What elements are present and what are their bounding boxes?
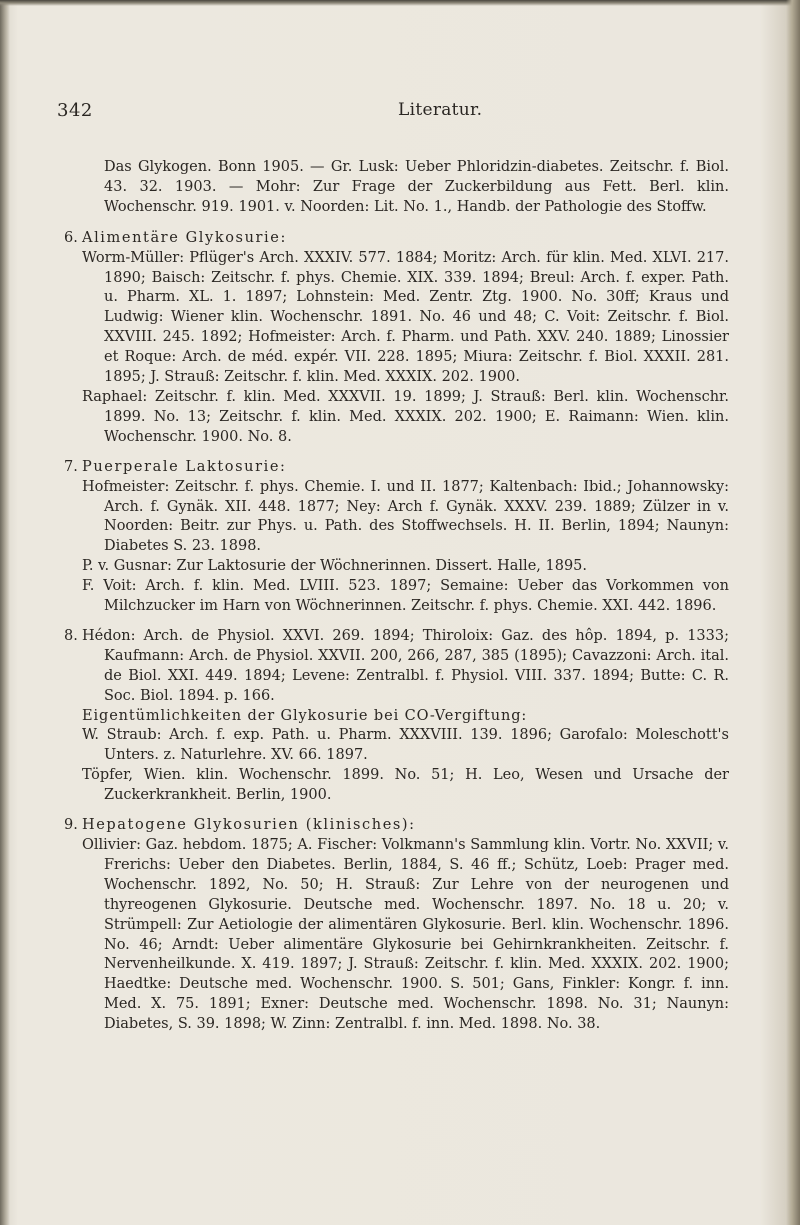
section-title: Puerperale Laktosurie: [82,458,287,475]
page-number: 342 [57,100,93,121]
reference-entry: F. Voit: Arch. f. klin. Med. LVIII. 523. 1897; Semaine: Ueber das Vorkommen von Milchzucker im Harn von Wöchnerinnen. Zeitschr. f. phys. Chemie. XXI. 442. 1896. [82,578,729,615]
section-heading [64,458,729,478]
section-heading [64,816,729,836]
section-6 [64,229,729,448]
section-title: Hepatogene Glykosurien (klinisches): [82,817,416,834]
page-header [0,100,800,124]
reference-entry: Hofmeister: Zeitschr. f. phys. Chemie. I. und II. 1877; Kaltenbach: Ibid.; Johannowsky: Arch. f. Gynäk. XII. 448. 1877; Ney: Arch f. Gynäk. XXXV. 239. 1889; Zülzer in v. Noorden: Beitr. zur Phys. u. Path. des Stoffwechsels. H. II. Berlin, 1894; Naunyn: Diabetes S. 23. 1898. [82,478,729,555]
reference-entry: Ollivier: Gaz. hebdom. 1875; A. Fischer: Volkmann's Sammlung klin. Vortr. No. XXVII; v. Frerichs: Ueber den Diabetes. Berlin, 1884, S. 46 ff.; Schütz, Loeb: Prager med. Wochenschr. 1892, No. 50; H. Strauß: Zur Lehre von der neurogenen und thyreogenen Glykosurie. Deutsche med. Wochenschr. 1897. No. 18 u. 20; v. Strümpell: Zur Aetiologie der alimentären Glykosurie. Berl. klin. Wochenschr. 1896. No. 46; Arndt: Ueber alimentäre Glykosurie bei Gehirnkrankheiten. Zeitschr. f. Nervenheilkunde. X. 419. 1897; J. Strauß: Zeitschr. f. klin. Med. XXXIX. 202. 1900; Haedtke: Deutsche med. Wochenschr. 1900. S. 501; Gans, Finkler: Kongr. f. inn. Med. X. 75. 1891; Exner: Deutsche med. Wochenschr. 1898. No. 31; Naunyn: Diabetes, S. 39. 1898; W. Zinn: Zentralbl. f. inn. Med. 1898. No. 38. [82,837,729,1033]
reference-entry: W. Straub: Arch. f. exp. Path. u. Pharm. XXXVIII. 139. 1896; Garofalo: Moleschott's Unters. z. Naturlehre. XV. 66. 1897. [82,727,729,764]
bibliography-body [64,158,729,1045]
section-number: 6. [64,229,78,246]
reference-entry: Raphael: Zeitschr. f. klin. Med. XXXVII. 19. 1899; J. Strauß: Berl. klin. Wochenschr. 1899. No. 13; Zeitschr. f. klin. Med. XXXIX. 202. 1900; E. Raimann: Wien. klin. Wochenschr. 1900. No. 8. [82,388,729,445]
reference-entry-lead: Hédon: Arch. de Physiol. XXVI. 269. 1894; Thiroloix: Gaz. des hôp. 1894, p. 1333; Kaufmann: Arch. de Physiol. XXVII. 200, 266, 287, 385 (1895); Cavazzoni: Arch. ital. de Biol. XXI. 449. 1894; Levene: Zentralbl. f. Physiol. VIII. 337. 1894; Butte: C. R. Soc. Biol. 1894. p. 166. [82,627,729,704]
page-top-shadow [0,0,800,6]
section-heading [64,627,729,707]
reference-entry: Worm-Müller: Pflüger's Arch. XXXIV. 577. 1884; Moritz: Arch. für klin. Med. XLVI. 217. 1890; Baisch: Zeitschr. f. phys. Chemie. XIX. 339. 1894; Breul: Arch. f. exper. Path. u. Pharm. XL. 1. 1897; Lohnstein: Med. Zentr. Ztg. 1900. No. 30ff; Kraus und Ludwig: Wiener klin. Wochenschr. 1891. No. 46 und 48; C. Voit: Zeitschr. f. Biol. XXVIII. 245. 1892; Hofmeister: Arch. f. Pharm. und Path. XXV. 240. 1889; Linossier et Roque: Arch. de méd. expér. VII. 228. 1895; Miura: Zeitschr. f. Biol. XXXII. 281. 1895; J. Strauß: Zeitschr. f. klin. Med. XXXIX. 202. 1900. [82,249,729,386]
section-number: 8. [64,627,78,644]
section-number: 7. [64,458,78,475]
section-9 [64,816,729,1035]
section-8 [64,627,729,806]
running-title: Literatur. [398,100,483,120]
page-gutter-shadow [0,0,10,1225]
section-heading [64,229,729,249]
section-title: Alimentäre Glykosurie: [82,229,287,246]
subsection-heading: Eigentümlichkeiten der Glykosurie bei CO-Vergiftung: [82,707,528,724]
reference-entry: P. v. Gusnar: Zur Laktosurie der Wöchnerinnen. Dissert. Halle, 1895. [82,558,588,575]
reference-entry: Töpfer, Wien. klin. Wochenschr. 1899. No. 51; H. Leo, Wesen und Ursache der Zuckerkrankheit. Berlin, 1900. [82,767,729,804]
section-7 [64,458,729,617]
section-number: 9. [64,817,78,834]
intro-paragraph: Das Glykogen. Bonn 1905. — Gr. Lusk: Ueber Phloridzin-diabetes. Zeitschr. f. Biol. 43. 32. 1903. — Mohr: Zur Frage der Zuckerbildung aus Fett. Berl. klin. Wochenschr. 919. 1901. v. Noorden: Lit. No. 1., Handb. der Pathologie des Stoffw. [104,159,729,215]
page-edge-shadow [786,0,800,1225]
